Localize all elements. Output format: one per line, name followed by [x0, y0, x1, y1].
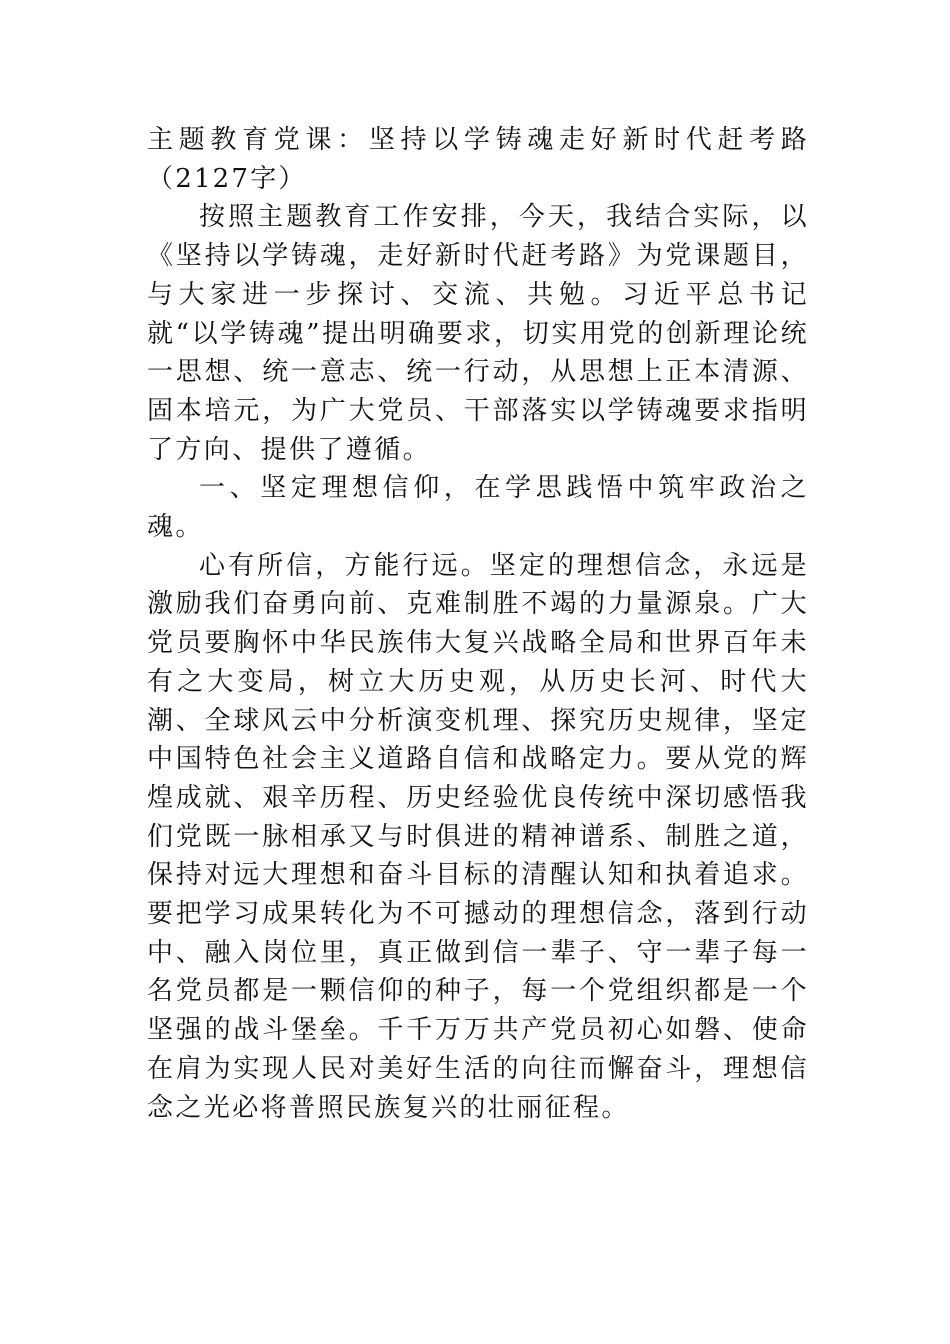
body-paragraph: 心有所信，方能行远。坚定的理想信念，永远是激励我们奋勇向前、克难制胜不竭的力量源泉。广大党员要胸怀中华民族伟大复兴战略全局和世界百年未有之大变局，树立大历史观，从历史长河、时代大潮、全球风云中分析演变机理、探究历史规律，坚定中国特色社会主义道路自信和战略定力。要从党的辉煌成就、艰辛历程、历史经验优良传统中深切感悟我们党既一脉相承又与时俱进的精神谱系、制胜之道，保持对远大理想和奋斗目标的清醒认知和执着追求。要把学习成果转化为不可撼动的理想信念，落到行动中、融入岗位里，真正做到信一辈子、守一辈子每一名党员都是一颗信仰的种子，每一个党组织都是一个坚强的战斗堡垒。千千万万共产党员初心如磐、使命在肩为实现人民对美好生活的向往而懈奋斗，理想信念之光必将普照民族复兴的壮丽征程。: [147, 550, 809, 1123]
intro-paragraph: 按照主题教育工作安排，今天，我结合实际，以《坚持以学铸魂，走好新时代赶考路》为党课题目，与大家进一步探讨、交流、共勉。习近平总书记就“以学铸魂”提出明确要求，切实用党的创新理论统一思想、统一意志、统一行动，从思想上正本清源、固本培元，为广大党员、干部落实以学铸魂要求指明了方向、提供了遵循。: [147, 202, 809, 465]
section-heading: 一、坚定理想信仰，在学思践悟中筑牢政治之魂。: [147, 473, 809, 543]
document-body: [147, 121, 809, 1127]
document-title: 主题教育党课：坚持以学铸魂走好新时代赶考路（2127字）: [147, 125, 809, 194]
